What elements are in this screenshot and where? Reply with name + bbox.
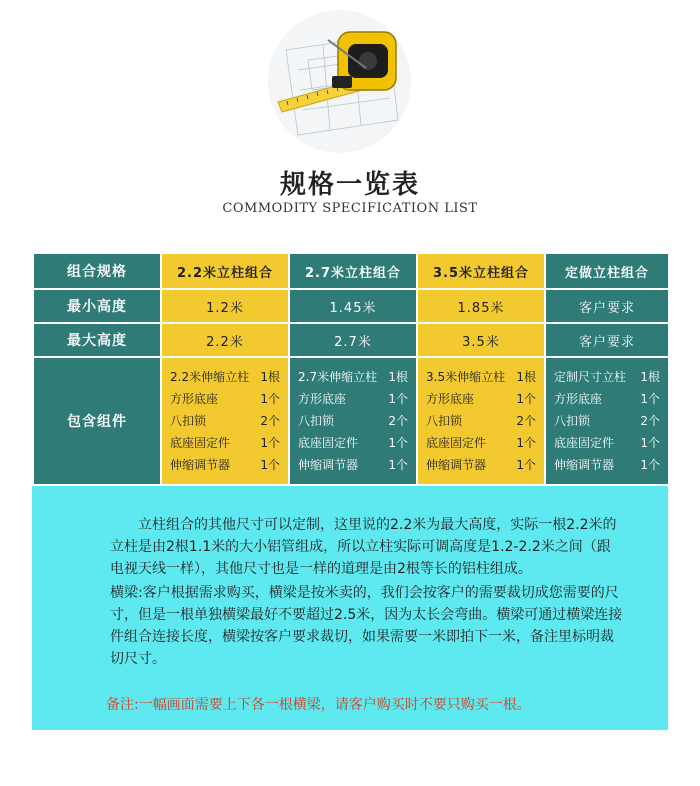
component-item: 2.7米伸缩立柱 1根 [298,370,408,384]
component-item: 伸缩调节器 1个 [426,458,536,472]
column-header-2-7m: 2.7米立柱组合 [289,253,417,289]
max-height-custom: 客户要求 [545,323,669,357]
spec-table [32,252,670,486]
components-2-2m [161,357,289,485]
max-height-3-5m: 3.5米 [417,323,545,357]
components-custom [545,357,669,485]
component-item: 方形底座 1个 [298,392,408,406]
component-item: 底座固定件 1个 [426,436,536,450]
column-header-2-2m: 2.2米立柱组合 [161,253,289,289]
component-item: 方形底座 1个 [554,392,660,406]
min-height-2-7m: 1.45米 [289,289,417,323]
min-height-custom: 客户要求 [545,289,669,323]
component-item: 定制尺寸立柱 1根 [554,370,660,384]
component-item: 底座固定件 1个 [298,436,408,450]
min-height-2-2m: 1.2米 [161,289,289,323]
component-item: 方形底座 1个 [426,392,536,406]
components-3-5m [417,357,545,485]
row-label-max-height: 最大高度 [33,323,161,357]
component-item: 2.2米伸缩立柱 1根 [170,370,280,384]
max-height-2-7m: 2.7米 [289,323,417,357]
component-item: 八扣锁 2个 [426,414,536,428]
component-item: 八扣锁 2个 [554,414,660,428]
tape-measure-image [268,10,411,153]
component-item: 八扣锁 2个 [298,414,408,428]
column-header-custom: 定做立柱组合 [545,253,669,289]
component-item: 底座固定件 1个 [554,436,660,450]
page-title: 规格一览表 [279,170,420,200]
row-label-combo: 组合规格 [33,253,161,289]
table-row-components [33,357,669,485]
component-item: 伸缩调节器 1个 [554,458,660,472]
component-item: 方形底座 1个 [170,392,280,406]
min-height-3-5m: 1.85米 [417,289,545,323]
component-item: 底座固定件 1个 [170,436,280,450]
row-label-components: 包含组件 [33,357,161,485]
table-row-max-height [33,323,669,357]
table-row-combo [33,253,669,289]
max-height-2-2m: 2.2米 [161,323,289,357]
row-label-min-height: 最小高度 [33,289,161,323]
component-item: 伸缩调节器 1个 [298,458,408,472]
page-subtitle: COMMODITY SPECIFICATION LIST [222,201,478,216]
components-2-7m [289,357,417,485]
component-item: 3.5米伸缩立柱 1根 [426,370,536,384]
notes-panel [32,486,668,730]
note-paragraph-custom-size: 立柱组合的其他尺寸可以定制，这里说的2.2米为最大高度，实际一根2.2米的立柱是由2根1.1米的大小铝管组成，所以立柱实际可调高度是1.2-2.2米之间（跟电视天线一样），其他尺寸也是一样的道理是由2根等长的铝柱组成。 [110,517,617,577]
remark-text: 备注:一幅画面需要上下各一根横梁，请客户购买时不要只购买一根。 [106,697,531,713]
note-paragraph-crossbar: 横梁:客户根据需求购买，横梁是按米卖的，我们会按客户的需要裁切成您需要的尺寸，但是一根单独横梁最好不要超过2.5米，因为太长会弯曲。横梁可通过横梁连接件组合连接长度，横梁按客户要求裁切，如果需要一米即拍下一米，备注里标明裁切尺寸。 [110,585,623,667]
table-row-min-height [33,289,669,323]
column-header-3-5m: 3.5米立柱组合 [417,253,545,289]
component-item: 八扣锁 2个 [170,414,280,428]
tape-measure-icon [268,10,411,153]
component-item: 伸缩调节器 1个 [170,458,280,472]
